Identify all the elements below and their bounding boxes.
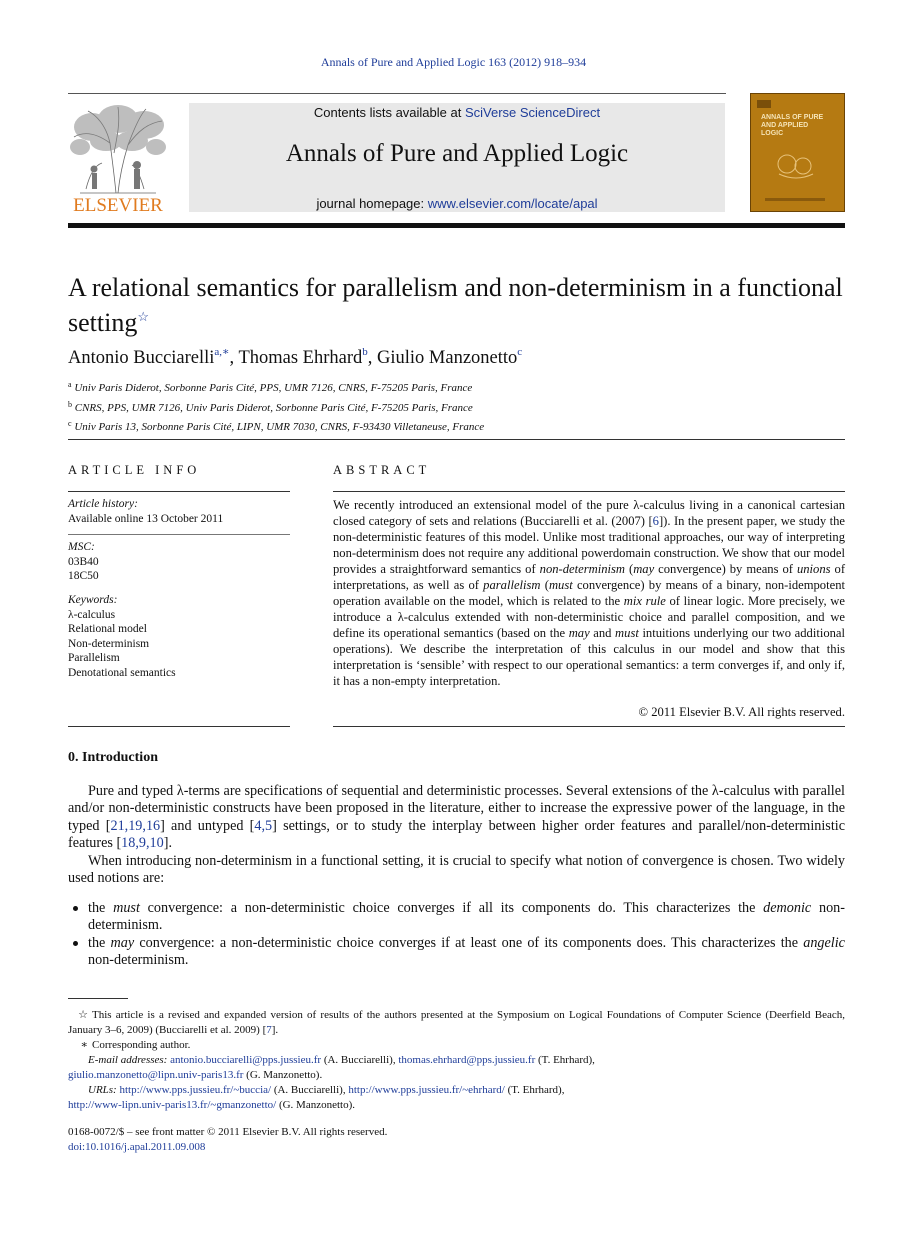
abstract-heading: ABSTRACT xyxy=(333,463,431,477)
doi-link[interactable]: doi:10.1016/j.apal.2011.09.008 xyxy=(68,1141,206,1153)
journal-homepage-link[interactable]: www.elsevier.com/locate/apal xyxy=(427,196,598,211)
header-rule xyxy=(68,93,726,94)
msc-code: 03B40 xyxy=(68,555,99,568)
header-thick-rule xyxy=(68,223,845,228)
affiliation-text: Univ Paris 13, Sorbonne Paris Cité, LIPN, UMR 7030, CNRS, F-93430 Villetaneuse, France xyxy=(74,421,485,433)
footnote-emails: E-mail addresses: antonio.bucciarelli@pps.jussieu.fr (A. Bucciarelli), thomas.ehrhard@pps.jussieu.fr (T. Ehrhard), xyxy=(88,1054,595,1066)
title-footnote-mark[interactable]: ☆ xyxy=(137,309,149,324)
citation-link[interactable]: 21,19,16 xyxy=(110,817,161,834)
citation-link[interactable]: 7 xyxy=(266,1024,272,1036)
article-info-heading: ARTICLE INFO xyxy=(68,463,201,477)
footnote-rule xyxy=(68,998,128,999)
footnote-emails-cont: giulio.manzonetto@lipn.univ-paris13.fr (G. Manzonetto). xyxy=(68,1069,323,1081)
journal-name: Annals of Pure and Applied Logic xyxy=(285,140,629,167)
affiliation-text: CNRS, PPS, UMR 7126, Univ Paris Diderot, Sorbonne Paris Cité, F-75205 Paris, France xyxy=(74,401,473,414)
article-history-value: Available online 13 October 2011 xyxy=(68,512,224,525)
keyword-item: λ-calculus xyxy=(68,608,116,621)
author-affiliation-mark[interactable]: a,∗ xyxy=(214,346,230,358)
footnote-urls-cont: http://www-lipn.univ-paris13.fr/~gmanzonetto/ (G. Manzonetto). xyxy=(68,1099,356,1111)
homepage-prefix: journal homepage: xyxy=(316,196,428,211)
elsevier-logo xyxy=(66,103,170,215)
affiliation-text: Univ Paris Diderot, Sorbonne Paris Cité, PPS, UMR 7126, CNRS, F-75205 Paris, France xyxy=(74,382,473,394)
elsevier-wordmark: ELSEVIER xyxy=(73,195,163,215)
sciencedirect-link[interactable]: SciVerse ScienceDirect xyxy=(464,105,601,120)
issn-line: 0168-0072/$ – see front matter © 2011 Elsevier B.V. All rights reserved. xyxy=(68,1126,388,1138)
contents-line xyxy=(189,105,725,120)
affiliation-mark: c xyxy=(68,419,72,428)
affiliation-item xyxy=(68,416,845,436)
footnotes xyxy=(68,1008,845,1113)
cover-emblem-icon xyxy=(771,144,821,184)
abstract-copyright: © 2011 Elsevier B.V. All rights reserved. xyxy=(638,705,845,719)
intro-paragraph: When introducing non-determinism in a functional setting, it is crucial to specify what notion of convergence is chosen. Two widely used notions are: xyxy=(68,853,845,887)
affiliation-mark: a xyxy=(68,380,72,389)
journal-citation[interactable]: Annals of Pure and Applied Logic 163 (2012) 918–934 xyxy=(320,55,587,69)
bullet-icon xyxy=(73,906,78,911)
intro-paragraph: Pure and typed λ-terms are specifications of sequential and deterministic processes. Several extensions of the λ-calculus with parallel and/or non-deterministic constructs have been proposed in the literature, either to increase the expressive power of the language, in the typed [21,19,16] and untyped [4,5] settings, or to study the interplay between higher order features and parallel/non-deterministic features [18,9,10]. xyxy=(68,783,846,851)
author-affiliation-mark[interactable]: c xyxy=(517,346,523,358)
article-history-heading: Article history: xyxy=(68,498,138,510)
article-info-rule xyxy=(68,491,290,492)
keywords-heading: Keywords: xyxy=(68,594,118,606)
keyword-item: Denotational semantics xyxy=(68,666,176,679)
footnote-star: ☆ This article is a revised and expanded version of results of the authors presented at the Symposium on Logical Foundations of Computer Science (Deerfield Beach, January 3–6, 2009) (Bucciarelli et al. 2009) [7]. xyxy=(68,1009,845,1036)
author-name: Antonio Bucciarelli xyxy=(68,348,215,368)
paper-title xyxy=(68,273,845,337)
affiliation-mark: b xyxy=(68,399,72,409)
keywords xyxy=(68,593,290,680)
affiliation-list xyxy=(68,377,845,436)
keyword-item: Non-determinism xyxy=(68,637,150,650)
affiliation-item xyxy=(68,397,845,417)
footnote-urls: URLs: http://www.pps.jussieu.fr/~buccia/ (A. Bucciarelli), http://www.pps.jussieu.fr/~ehrhard/ (T. Ehrhard), xyxy=(88,1084,565,1096)
affiliation-item xyxy=(68,377,845,397)
contents-prefix: Contents lists available at xyxy=(313,105,465,120)
article-history xyxy=(68,497,290,526)
elsevier-tree-icon xyxy=(66,103,170,215)
list-item: the may convergence: a non-deterministic choice converges if at least one of its components does. This characterizes the angelic non-determinism. xyxy=(88,935,845,970)
msc-codes xyxy=(68,540,290,584)
homepage-url-link[interactable]: http://www.pps.jussieu.fr/~ehrhard/ xyxy=(348,1084,505,1096)
email-heading: E-mail addresses: xyxy=(88,1054,171,1066)
footnote-mark: ∗ xyxy=(80,1039,88,1051)
footnote-mark: ☆ xyxy=(78,1009,88,1021)
citation-link[interactable]: 6 xyxy=(652,514,659,528)
footnote-corresponding: ∗ Corresponding author. xyxy=(68,1038,845,1053)
cover-footer-band xyxy=(765,198,825,201)
keyword-item: Parallelism xyxy=(68,652,120,664)
author-name: Giulio Manzonetto xyxy=(377,348,518,368)
author-name: Thomas Ehrhard xyxy=(238,348,363,368)
author-list: Antonio Bucciarelli$^{a,∗}$, Thomas Ehrhard$^b$, Giulio Manzonetto$^c$ xyxy=(68,346,523,368)
cover-title: ANNALS OF PURE AND APPLIED LOGIC xyxy=(761,114,824,137)
author-affiliation-mark[interactable]: b xyxy=(362,346,368,358)
url-heading: URLs: xyxy=(88,1084,120,1096)
citation-link[interactable]: 18,9,10 xyxy=(121,834,164,851)
paper-title-text: A relational semantics for parallelism and non-determinism in a functional setting xyxy=(68,273,843,337)
article-info-divider xyxy=(68,534,290,535)
abstract-rule-bottom xyxy=(333,726,845,727)
abstract-rule xyxy=(333,491,845,492)
citation-link[interactable]: 4,5 xyxy=(254,817,273,834)
homepage-line xyxy=(189,196,725,211)
email-link[interactable]: antonio.bucciarelli@pps.jussieu.fr xyxy=(170,1054,322,1066)
journal-cover-image xyxy=(750,93,845,212)
msc-code: 18C50 xyxy=(68,570,99,582)
msc-heading: MSC: xyxy=(68,541,95,553)
abstract-text: We recently introduced an extensional model of the pure λ-calculus living in a canonical cartesian closed category of sets and relations (Bucciarelli et al. (2007) [6]). In the present paper, we study the non-deterministic features of this model. Unlike most traditional approaches, our way of interpreting non-determinism does not require any additional powerdomain construction. We show that our model provides a straightforward semantics of non-determinism (may convergence) by means of unions of interpretations, as well as of parallelism (must convergence) by means of a binary, non-idempotent operation available on the model, which is related to the mix rule of linear logic. More precisely, we introduce a λ-calculus extended with non-deterministic choice and parallel composition, and we define its operational semantics (based on the may and must intuitions underlying our two additional operations). We describe the interpretation of this calculus in our model and show that this interpretation is ‘sensible’ with respect to our operational semantics: a term converges if, and only if, it has a non-empty interpretation. xyxy=(333,498,846,688)
section-heading-introduction: 0. Introduction xyxy=(68,750,158,765)
email-link[interactable]: giulio.manzonetto@lipn.univ-paris13.fr xyxy=(68,1069,244,1081)
homepage-url-link[interactable]: http://www-lipn.univ-paris13.fr/~gmanzonetto/ xyxy=(68,1099,277,1111)
bullet-icon xyxy=(73,941,78,946)
list-item: the must convergence: a non-deterministic choice converges if all its components do. This characterizes the demonic non-determinism. xyxy=(88,900,845,935)
cover-stripe xyxy=(757,100,771,108)
email-link[interactable]: thomas.ehrhard@pps.jussieu.fr xyxy=(398,1054,536,1066)
keyword-item: Relational model xyxy=(68,623,147,635)
section-rule xyxy=(68,439,845,440)
homepage-url-link[interactable]: http://www.pps.jussieu.fr/~buccia/ xyxy=(119,1084,272,1096)
article-info-rule-bottom xyxy=(68,726,290,727)
